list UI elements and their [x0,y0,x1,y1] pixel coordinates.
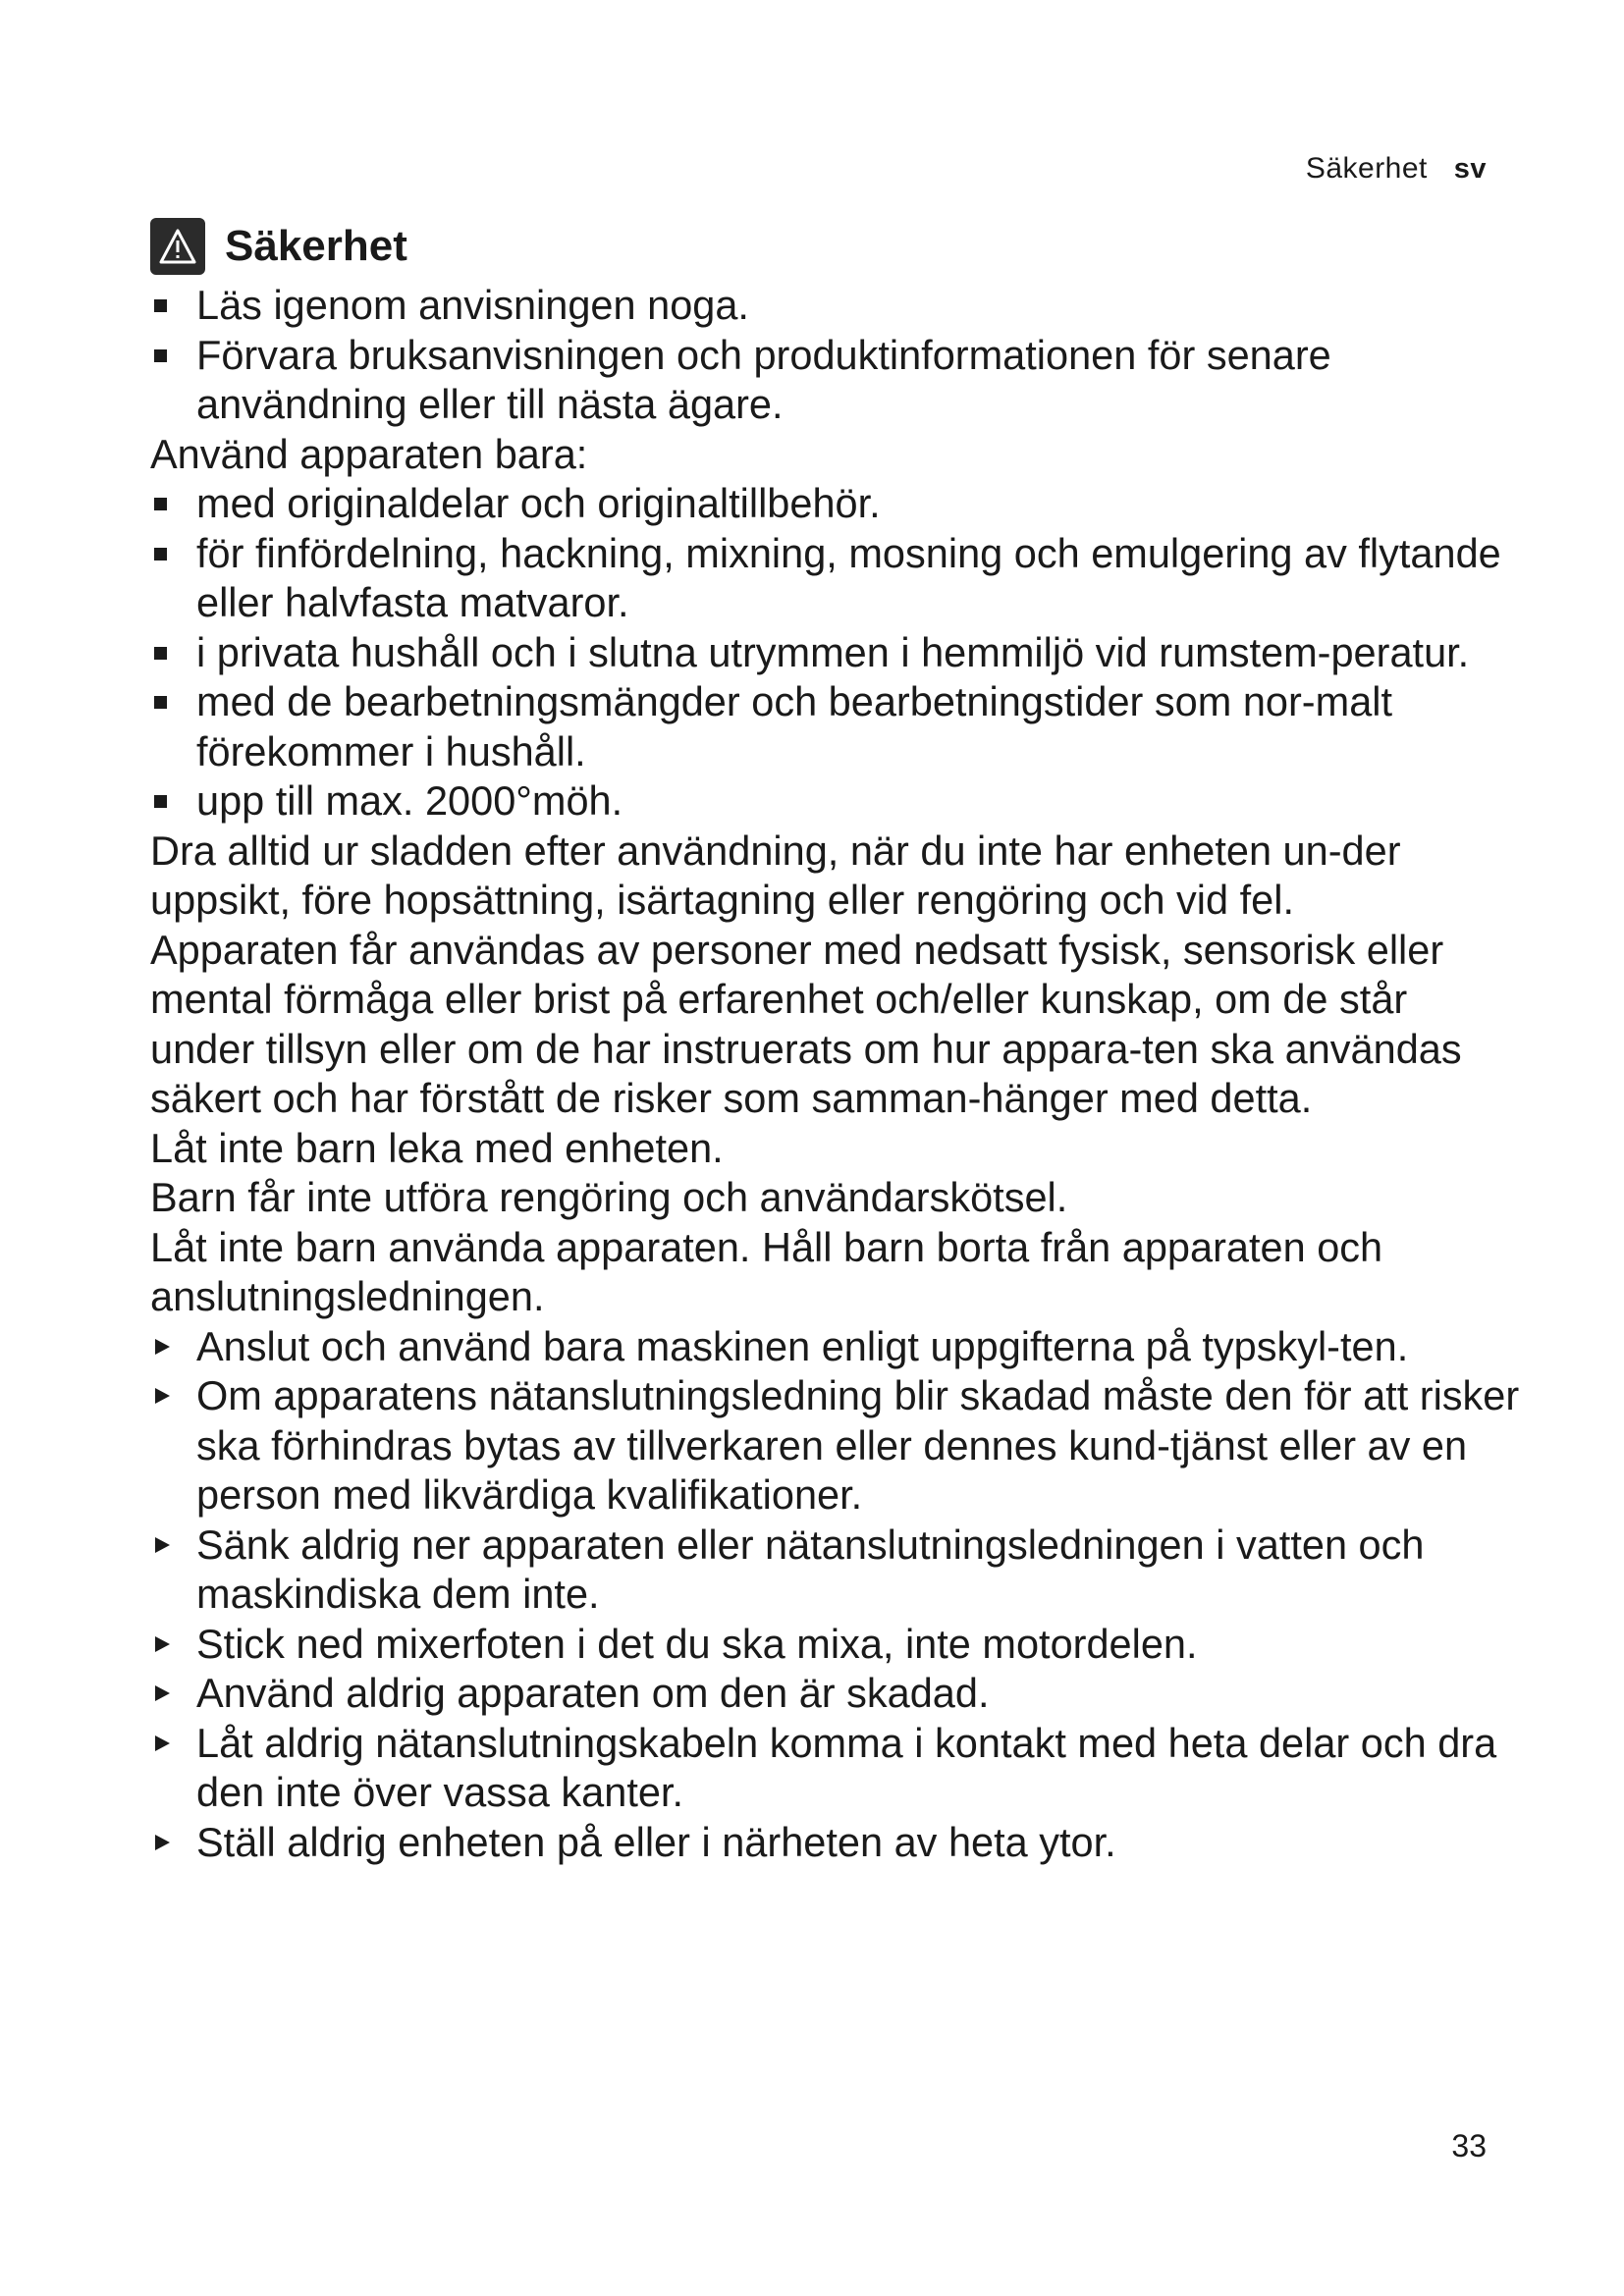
square-bullet-icon [154,498,167,510]
triangle-arrow-icon [155,1735,170,1751]
square-bullet-icon [154,548,167,561]
header-language-code: sv [1453,153,1487,185]
paragraph-children-use: Låt inte barn använda apparaten. Håll barn borta från apparaten och anslutningsledningen. [150,1223,1383,1319]
square-bullet-icon [154,795,167,808]
section-heading [150,216,1520,277]
use-bullet-list [150,479,1520,827]
instruction-item: Låt aldrig nätanslutningskabeln komma i kontakt med heta delar och dra den inte över vassa kanter. [150,1719,1520,1818]
list-item: Läs igenom anvisningen noga. [150,281,1520,331]
square-bullet-icon [154,349,167,362]
square-bullet-icon [154,647,167,660]
use-label: Använd apparaten bara: [150,430,588,477]
triangle-arrow-icon [155,1835,170,1850]
intro-bullet-list [150,281,1520,430]
triangle-arrow-icon [155,1339,170,1355]
triangle-arrow-icon [155,1685,170,1701]
page-number: 33 [1451,2128,1487,2163]
list-item: för finfördelning, hackning, mixning, mosning och emulgering av flytande eller halvfasta matvaror. [150,529,1520,628]
instruction-item: Om apparatens nätanslutningsledning blir skadad måste den för att risker ska förhindras bytas av tillverkaren eller dennes kund-tjänst eller av en person med likvärdiga kvalifikationer. [150,1371,1520,1521]
triangle-arrow-icon [155,1636,170,1652]
running-header [1306,152,1487,186]
paragraph-persons: Apparaten får användas av personer med nedsatt fysisk, sensorisk eller mental förmåga eller brist på erfarenhet och/eller kunskap, om de står under tillsyn eller om de har instruerats om hur appara-ten ska användas säkert och har förstått de risker som samman-hänger med detta. [150,926,1462,1121]
list-item: Förvara bruksanvisningen och produktinformationen för senare användning eller till nästa ägare. [150,331,1520,430]
section-title: Säkerhet [225,221,407,270]
instruction-item: Ställ aldrig enheten på eller i närheten av heta ytor. [150,1818,1520,1868]
paragraph-children-play: Låt inte barn leka med enheten. [150,1124,724,1171]
list-item: upp till max. 2000°möh. [150,776,1520,827]
header-section-title: Säkerhet [1305,152,1428,185]
warning-triangle-icon [150,218,205,275]
paragraph-unplug: Dra alltid ur sladden efter användning, när du inte har enheten un-der uppsikt, före hopsättning, isärtagning eller rengöring och vid fel. [150,827,1401,923]
instruction-list [150,1322,1520,1868]
square-bullet-icon [154,696,167,709]
list-item: med de bearbetningsmängder och bearbetningstider som nor-malt förekommer i hushåll. [150,677,1520,776]
instruction-item: Använd aldrig apparaten om den är skadad. [150,1669,1520,1719]
triangle-arrow-icon [155,1537,170,1553]
list-item: med originaldelar och originaltillbehör. [150,479,1520,529]
instruction-item: Stick ned mixerfoten i det du ska mixa, inte motordelen. [150,1620,1520,1670]
page-content [150,216,1520,1867]
triangle-arrow-icon [155,1388,170,1404]
instruction-item: Sänk aldrig ner apparaten eller nätanslutningsledningen i vatten och maskindiska dem inte. [150,1521,1520,1620]
list-item: i privata hushåll och i slutna utrymmen i hemmiljö vid rumstem-peratur. [150,628,1520,678]
square-bullet-icon [154,299,167,312]
paragraph-children-cleaning: Barn får inte utföra rengöring och användarskötsel. [150,1174,1068,1220]
instruction-item: Anslut och använd bara maskinen enligt uppgifterna på typskyl-ten. [150,1322,1520,1372]
